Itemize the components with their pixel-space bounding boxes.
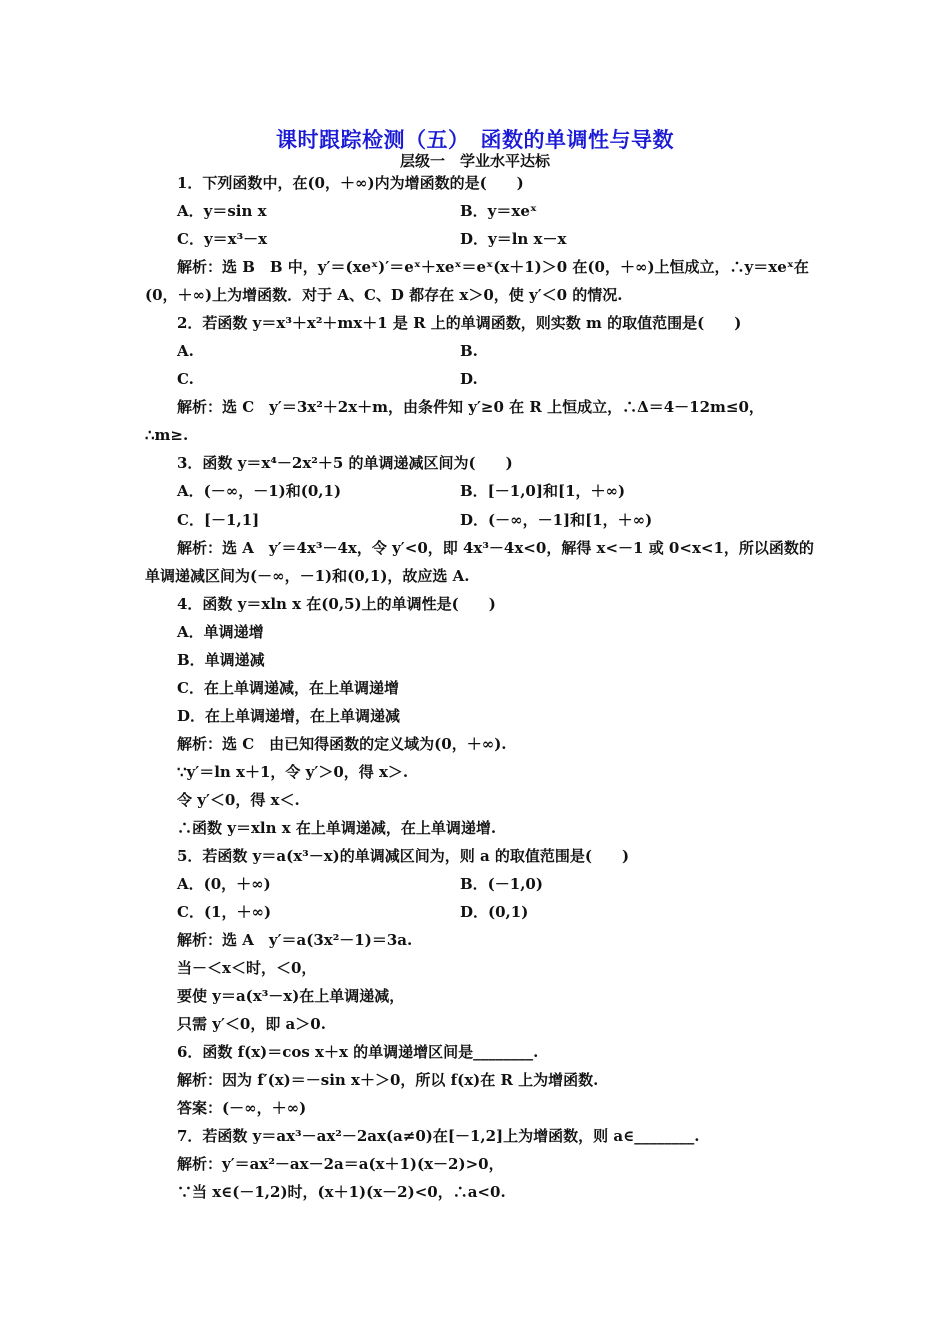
q2-option-a: A. xyxy=(177,342,194,360)
q3-stem: 3．函数 y＝x⁴－2x²＋5 的单调递减区间为( ) xyxy=(177,454,513,472)
q4-option-a: A．单调递增 xyxy=(177,623,264,641)
q1-stem: 1．下列函数中，在(0，＋∞)内为增函数的是( ) xyxy=(177,174,524,192)
q3-option-c: C．[－1,1] xyxy=(177,511,260,529)
q2-solution-line2: ∴m≥. xyxy=(145,426,189,444)
q3-option-a: A．(－∞，－1)和(0,1) xyxy=(177,482,342,500)
q2-option-b: B. xyxy=(460,342,478,360)
q4-solution-line4: ∴函数 y＝xln x 在上单调递减，在上单调递增. xyxy=(177,819,497,837)
q1-option-a: A．y＝sin x xyxy=(177,202,267,220)
q5-solution-line1: 解析：选 A y′＝a(3x²－1)＝3a. xyxy=(177,931,413,949)
q3-solution-line1: 解析：选 A y′＝4x³－4x，令 y′<0，即 4x³－4x<0，解得 x<－1 或 0<x<1，所以函数的 xyxy=(177,539,814,557)
q5-option-a: A．(0，＋∞) xyxy=(177,875,271,893)
q7-solution-line2: ∵当 x∈(－1,2)时，(x＋1)(x－2)<0，∴a<0. xyxy=(177,1183,506,1201)
q3-option-d: D．(－∞，－1]和[1，＋∞) xyxy=(460,511,653,529)
q6-answer: 答案：(－∞，＋∞) xyxy=(177,1099,307,1117)
q7-stem: 7．若函数 y＝ax³－ax²－2ax(a≠0)在[－1,2]上为增函数，则 a∈________. xyxy=(177,1127,700,1145)
q5-option-c: C．(1，＋∞) xyxy=(177,903,272,921)
q7-solution-line1: 解析：y′＝ax²－ax－2a＝a(x＋1)(x－2)>0， xyxy=(177,1155,504,1173)
q2-solution-line1: 解析：选 C y′＝3x²＋2x＋m，由条件知 y′≥0 在 R 上恒成立，∴Δ＝4－12m≤0， xyxy=(177,398,764,416)
page-subtitle: 层级一 学业水平达标 xyxy=(399,152,550,170)
q5-stem: 5．若函数 y＝a(x³－x)的单调减区间为，则 a 的取值范围是( ) xyxy=(177,847,630,865)
q2-stem: 2．若函数 y＝x³＋x²＋mx＋1 是 R 上的单调函数，则实数 m 的取值范围是( ) xyxy=(177,314,742,332)
q1-solution-line2: (0，＋∞)上为增函数．对于 A、C、D 都存在 x＞0，使 y′＜0 的情况. xyxy=(145,286,623,304)
q5-option-d: D．(0,1) xyxy=(460,903,529,921)
q2-option-c: C. xyxy=(177,370,194,388)
q1-option-b: B．y＝xeˣ xyxy=(460,202,538,220)
q5-option-b: B．(－1,0) xyxy=(460,875,543,893)
q5-solution-line3: 要使 y＝a(x³－x)在上单调递减， xyxy=(177,987,405,1005)
q1-option-d: D．y＝ln x－x xyxy=(460,230,567,248)
q4-option-d: D．在上单调递增，在上单调递减 xyxy=(177,707,401,725)
q4-solution-line1: 解析：选 C 由已知得函数的定义域为(0，＋∞). xyxy=(177,735,507,753)
q6-stem: 6．函数 f(x)＝cos x＋x 的单调递增区间是________. xyxy=(177,1043,539,1061)
q4-option-b: B．单调递减 xyxy=(177,651,265,669)
q1-option-c: C．y＝x³－x xyxy=(177,230,268,248)
q4-option-c: C．在上单调递减，在上单调递增 xyxy=(177,679,399,697)
q2-option-d: D. xyxy=(460,370,478,388)
q3-option-b: B．[－1,0]和[1，＋∞) xyxy=(460,482,626,500)
q1-solution-line1: 解析：选 B B 中，y′＝(xeˣ)′＝eˣ＋xeˣ＝eˣ(x＋1)＞0 在(0，＋∞)上恒成立，∴y＝xeˣ在 xyxy=(177,258,809,276)
q3-solution-line2: 单调递减区间为(－∞，－1)和(0,1)，故应选 A. xyxy=(145,567,470,585)
q5-solution-line4: 只需 y′＜0，即 a＞0. xyxy=(177,1015,326,1033)
q6-solution-line1: 解析：因为 f′(x)＝－sin x＋＞0，所以 f(x)在 R 上为增函数. xyxy=(177,1071,599,1089)
page-title: 课时跟踪检测（五） 函数的单调性与导数 xyxy=(276,127,674,152)
q4-solution-line2: ∵y′＝ln x＋1，令 y′＞0，得 x＞. xyxy=(177,763,409,781)
q5-solution-line2: 当－＜x＜时，＜0， xyxy=(177,959,317,977)
q4-solution-line3: 令 y′＜0，得 x＜. xyxy=(177,791,300,809)
q4-stem: 4．函数 y＝xln x 在(0,5)上的单调性是( ) xyxy=(177,595,496,613)
